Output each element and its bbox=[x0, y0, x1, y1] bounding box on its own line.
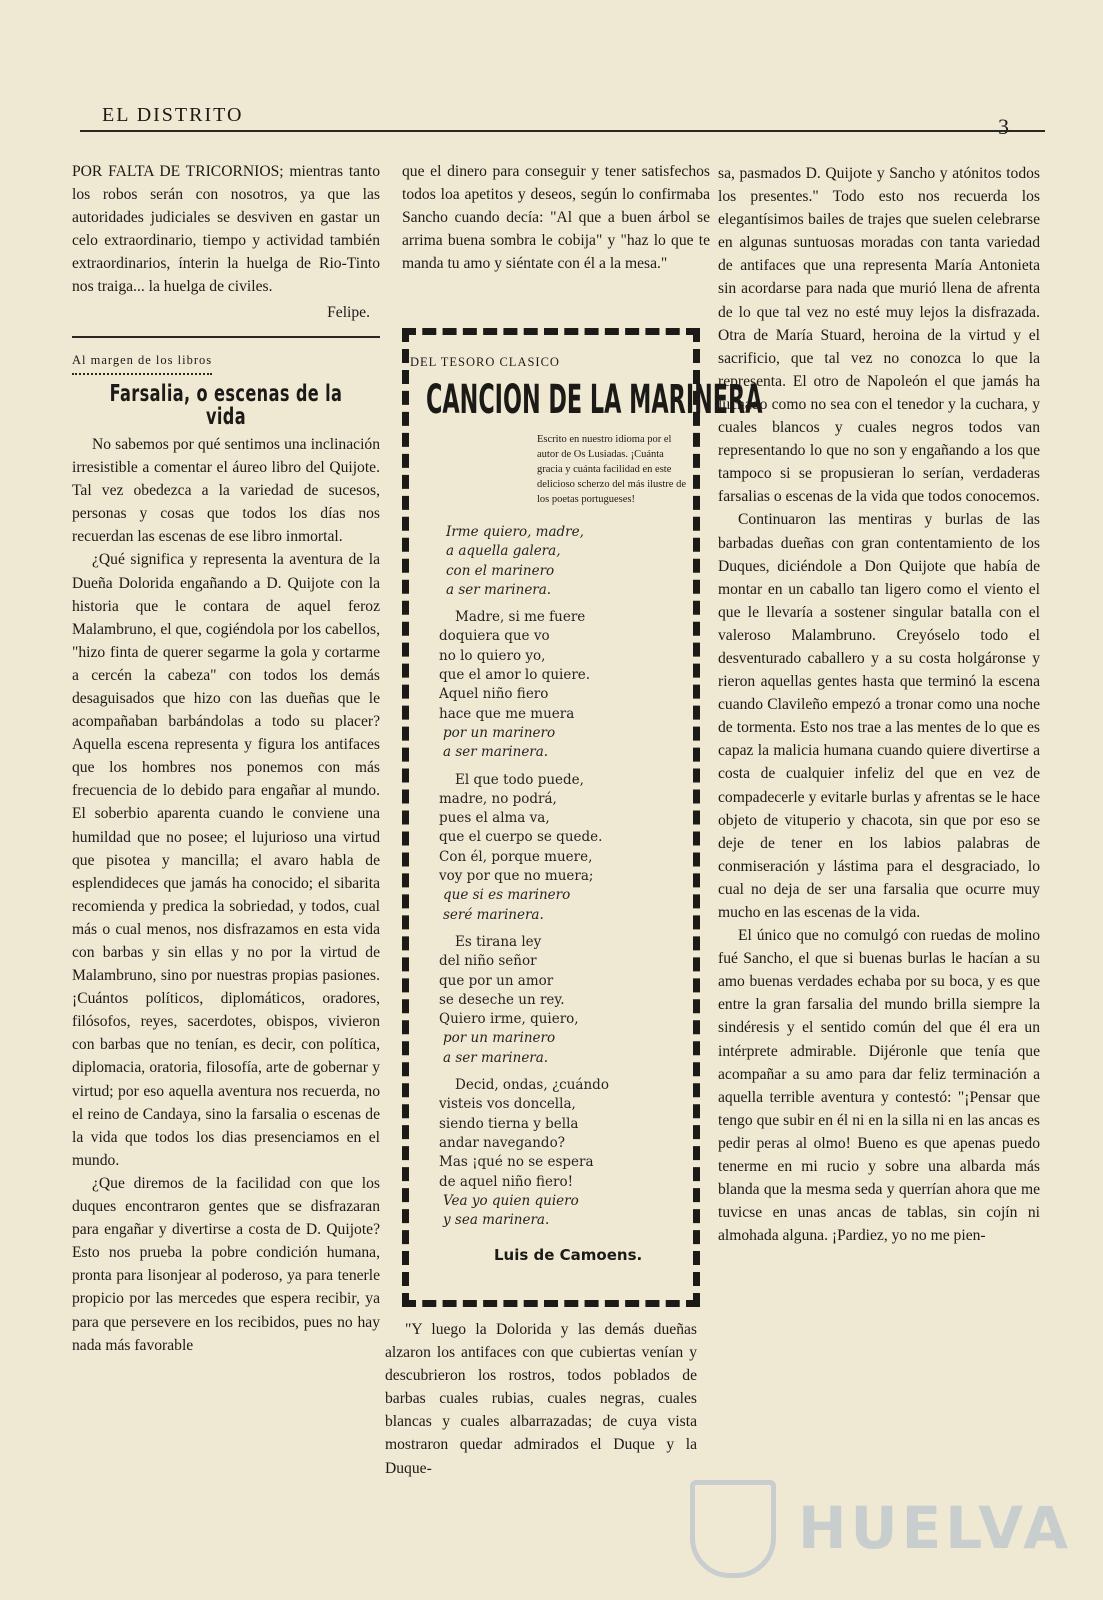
poem-line: seré marinera. bbox=[443, 906, 544, 923]
poem-author: Luis de Camoens. bbox=[494, 1246, 643, 1265]
poem-line: a ser marinera. bbox=[443, 744, 549, 761]
poem-line: Con él, porque muere, bbox=[439, 848, 593, 865]
poem-line: Vea yo quien quiero bbox=[443, 1192, 579, 1209]
paragraph: ¿Qué significa y representa la aventura de la Dueña Dolorida engañando a D. Quijote con la historia que le contara de aquel feroz Malambruno, el que, cogiéndola por los cabellos, "hizo finta de querer segarme la gola y cortarme a cercén la cabeza" con todos los demás desaguisados que hizo con las dueñas que le acompañaban barbándolas a todo su placer? Aquella escena representa y figura los antifaces que los hombres nos ponemos con más frecuencia de lo debido para engañar al mundo. El soberbio aparenta cuando le conviene una humildad que no posee; el lujurioso una virtud que pisotea y mancilla; el avaro habla de esplendideces que jamás ha conocido; el sibarita recomienda y predica la sobriedad, y todos, cual más o cual menos, nos disfrazamos en esta vida con barbas y sin ellas y no por la virtud de Malambruno, sino por nuestras propias pasiones. ¡Cuántos políticos, diplomáticos, oradores, filósofos, reyes, sacerdotes, obispos, vivieron con barbas que no tenían, es decir, con política, diplomacia, oratoria, filosofía, arte de gobernar y virtud; por eso aquella aventura nos recuerda, no el reino de Candaya, sino la farsalia o escenas de la vida que todos los dias presenciamos en el mundo. bbox=[72, 551, 380, 1169]
article-title: Farsalia, o escenas de la vida bbox=[109, 380, 343, 430]
article-ending: POR FALTA DE TRICORNIOS; mientras tanto los robos serán con nosotros, ya que las autoridades judiciales se desviven en gastar un celo extraordinario, tiempo y actividad también extraordinarios, ínterin la huelga de Rio-Tinto nos traiga... la huelga de civiles. bbox=[72, 163, 380, 296]
masthead: EL DISTRITO bbox=[102, 104, 244, 126]
poem-line: siendo tierna y bella bbox=[439, 1115, 579, 1132]
poem-line: por un marinero bbox=[443, 724, 556, 741]
poem-line: Aquel niño fiero bbox=[439, 686, 549, 703]
poem-line: visteis vos doncella, bbox=[439, 1096, 576, 1113]
poem bbox=[439, 523, 692, 1230]
poem-line: El que todo puede, bbox=[455, 771, 584, 788]
poem-line: se deseche un rey. bbox=[439, 991, 565, 1008]
poem-line: Irme quiero, madre, bbox=[446, 524, 584, 540]
poem-line: doquiera que vo bbox=[439, 628, 550, 645]
poem-line: de aquel niño fiero! bbox=[439, 1173, 574, 1190]
poem-line: y sea marinera. bbox=[443, 1212, 550, 1229]
poem-line: madre, no podrá, bbox=[439, 790, 557, 807]
poem-line: a aquella galera, bbox=[446, 543, 561, 560]
poem-line: que si es marinero bbox=[443, 887, 571, 904]
divider bbox=[72, 336, 380, 338]
page-number: 3 bbox=[998, 114, 1009, 139]
poem-line: pues el alma va, bbox=[439, 810, 550, 827]
column-1 bbox=[72, 160, 380, 1357]
poem-line: voy por que no muera; bbox=[439, 868, 594, 885]
section-label: Al margen de los libros bbox=[72, 349, 212, 375]
poem-line: del niño señor bbox=[439, 953, 537, 970]
stanza bbox=[439, 1076, 692, 1230]
stanza bbox=[439, 771, 692, 925]
paragraph: ¿Que diremos de la facilidad con que los duques encontraron gentes que se disfrazaran para engañar y divertirse a costa de D. Quijote? Esto nos prueba la pobre condición humana, pronta para lisonjear al poderoso, ya para tenerle propicio por las mercedes que espera recibir, ya para que persevere en los recibidos, pues no hay nada más favorable bbox=[72, 1174, 380, 1354]
column-2-top bbox=[402, 160, 710, 275]
poem-line: Decid, ondas, ¿cuándo bbox=[455, 1077, 609, 1094]
paragraph: "Y luego la Dolorida y las demás dueñas alzaron los antifaces con que cubiertas venían y descubrieron los rostros, todos poblados de barbas cuales rubias, cuales negras, cuales blancas y cuales albarrazadas; de cuya vista mostraron quedar admirados el Duque y la Duque- bbox=[385, 1321, 697, 1477]
paragraph: El único que no comulgó con ruedas de molino fué Sancho, el que si buenas burlas le hacían a su amo buenas verdades echaba por su boca, y es que entre la gran farsalia del mundo brilla siempre la sindéresis y el sentido común del que él era un intérprete admirable. Dijéronle que tenía que acompañar a su amo para dar feliz terminación a aquella terrible aventura y contestó: "¡Pensar que tengo que subir en él ni en la silla ni en las ancas es pedir peras al olmo! Bueno es que apenas puedo tenerme en mi rucio y sobre una albarda más blanda que la mesma seda y querrían ahora que me tuvicse en unas ancas de tablas, sin cojín ni almohada alguna. ¡Pardiez, yo no me pien- bbox=[718, 927, 1040, 1245]
poem-line: con el marinero bbox=[446, 562, 555, 579]
watermark-text: HUELVA bbox=[798, 1494, 1073, 1562]
paragraph: Continuaron las mentiras y burlas de las barbadas dueñas con gran contentamiento de los Duques, diciéndole a Don Quijote que había de montar en un caballo tan ligero como el viento el que le llevaría a sostener singular batalla con el valeroso Malambruno. Creyóselo todo el desventurado caballero y a su costa holgáronse y rieron aquellas gentes hasta que terminó la escena cuando Clavileño empezó a tronar como una noche de tormenta. Esto nos trae a las mentes de lo que es capaz la malicia humana cuando quiere divertirse a costa de cualquier infeliz del que en vez de compadecerle y evitarle burlas y afrentas se le hace objeto de vituperio y chacota, sin que por eso se deje de tener en los labios palabras de conmiseración y lástima para el desgraciado, lo cual no deja de ser una farsalia que ocurre muy mucho en las escenas de la vida. bbox=[718, 511, 1040, 921]
poem-line: Madre, si me fuere bbox=[455, 609, 586, 626]
poem-line: por un marinero bbox=[443, 1030, 556, 1047]
paragraph: sa, pasmados D. Quijote y Sancho y atónitos todos los presentes." Todo esto nos recuerda los elegantísimos bailes de trajes que suelen celebrarse en algunas suntuosas moradas con tanta variedad de antifaces que una representa María Antonieta sin acordarse para nada que murió llena de afrenta de lo que tal vez no esté muy lejos la disfrazada. Otra de María Stuard, heroina de la virtud y el sacrificio, que tal vez no conozca lo que la representa. El otro de Napoleón el que jamás ha luchado como no sea con el tenedor y la cuchara, y cuales blancos y cuales negros todos van representando lo que no son y engañando a los que tampoco si se propusieran lo serían, verdaderas farsalias o escenas de la vida que todos conocemos. bbox=[718, 165, 1040, 506]
poem-section-label: DEL TESORO CLASICO bbox=[410, 355, 560, 369]
signature: Felipe. bbox=[327, 303, 370, 321]
paragraph: No sabemos por qué sentimos una inclinación irresistible a comentar el áureo libro del Quijote. Tal vez obedezca a la variedad de sucesos, personas y cosas que todos los días nos recuerdan las escenas de ese libro inmortal. bbox=[72, 435, 380, 546]
stanza bbox=[439, 608, 692, 762]
shield-icon bbox=[690, 1480, 776, 1578]
poem-line: Es tirana ley bbox=[455, 933, 542, 950]
column-2-bottom bbox=[385, 1318, 697, 1480]
poem-line: que por un amor bbox=[439, 972, 554, 989]
poem-line: que el cuerpo se quede. bbox=[439, 829, 603, 846]
poem-line: que el amor lo quiere. bbox=[439, 667, 591, 684]
poem-box bbox=[410, 355, 763, 1265]
poem-intro: Escrito en nuestro idioma por el autor de Os Lusiadas. ¡Cuánta gracia y cuánta facilidad en este delicioso scherzo del más ilustre de los poetas portugueses! bbox=[537, 434, 686, 505]
poem-line: no lo quiero yo, bbox=[439, 647, 546, 664]
archive-watermark bbox=[690, 1480, 1073, 1580]
stanza bbox=[442, 523, 692, 600]
header-rule bbox=[80, 130, 1045, 132]
stanza bbox=[439, 933, 692, 1068]
poem-line: a ser marinera. bbox=[443, 1049, 549, 1066]
paragraph: que el dinero para conseguir y tener satisfechos todos loa apetitos y deseos, según lo confirmaba Sancho cuando decía: "Al que a buen árbol se arrima buena sombra le cobija" y "haz lo que te manda tu amo y siéntate con él a la mesa." bbox=[402, 163, 710, 273]
poem-line: hace que me muera bbox=[439, 705, 575, 722]
poem-title: CANCION DE LA MARINERA bbox=[426, 377, 763, 423]
poem-line: Quiero irme, quiero, bbox=[439, 1011, 579, 1028]
column-3 bbox=[718, 162, 1040, 1247]
poem-line: Mas ¡qué no se espera bbox=[439, 1154, 594, 1171]
poem-line: andar navegando? bbox=[439, 1134, 565, 1151]
poem-line: a ser marinera. bbox=[446, 581, 552, 598]
